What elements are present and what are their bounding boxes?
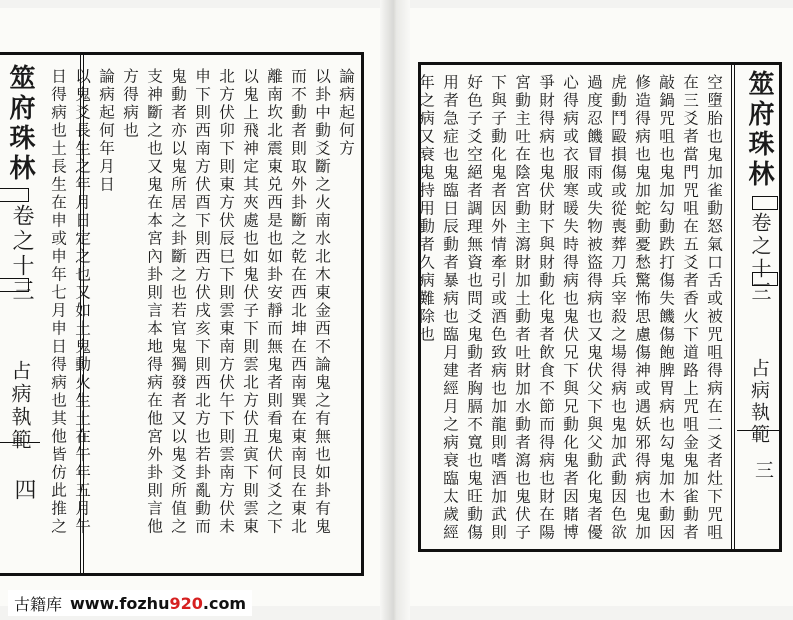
text-column: 方得病也 (121, 68, 139, 140)
text-column: 北方伏卯下則東方伏辰巳下則雲東南方伏午下則雲南方伏未 (217, 68, 235, 536)
text-column: 敲鍋咒咀也鬼加勾動跌打傷失饑傷飽脾胃病也勾鬼加木動因 (657, 74, 675, 542)
text-column: 而不動者則取外卦斷之乾在西北坤在西南巽在東南艮在東北 (289, 68, 307, 536)
left-book-title: 筮府珠林 (5, 64, 35, 184)
text-column: 以鬼爻長生之年月日定之也又如土鬼動火生土在午年五月午 (73, 68, 91, 536)
text-column: 以卦中動爻斷之火南水北木東金西不論鬼之有無也如卦有鬼 (313, 68, 331, 536)
watermark-url-number: 920 (169, 593, 203, 613)
left-page-number: 四 (11, 478, 36, 503)
text-column: 空墮胎也鬼加雀動怒氣口舌或被咒咀得病在二爻者灶下咒咀 (705, 74, 723, 542)
right-volume-label: 卷之十三 (748, 212, 772, 304)
left-section-label: 占病執範 (8, 360, 32, 452)
right-section-label: 占病執範 (748, 358, 770, 446)
right-book-title: 筮府珠林 (744, 70, 774, 190)
right-block-rule-2 (734, 65, 735, 549)
text-column: 爭財得病也鬼伏財下與財動化鬼者飲食不節而得病也財在陽 (537, 74, 555, 542)
text-column: 日得病也土長生在申或申年七月申日得病也其他皆仿此推之 (49, 68, 67, 536)
watermark-url-prefix: www.fozhu (70, 593, 170, 613)
text-column: 過度忍饑冒雨或失物被盜得病也又鬼伏父下與父動化鬼者優 (585, 74, 603, 542)
text-column: 好色子爻空絕者調理無資也問爻鬼動者胸膈不寬也鬼旺動傷 (465, 74, 483, 542)
text-column: 心得病或衣服寒暖失時得病也鬼伏兄下與兄動化鬼者因賭博 (561, 74, 579, 542)
left-volume-label: 卷之十三 (9, 204, 34, 304)
right-page-number: 三 (752, 460, 774, 482)
text-column: 修造得病也鬼加蛇動憂愁驚怖思慮傷神或遇妖邪得病也鬼加 (633, 74, 651, 542)
text-column: 宮動主吐在陰宮動主瀉財加土動者吐財加水動者瀉也鬼伏子 (513, 74, 531, 542)
text-column: 年之病又衰鬼持用動者久病難除也 (417, 74, 435, 344)
text-column: 鬼動者亦以鬼所居之卦斷之也若官鬼獨發者又以鬼爻所值之 (169, 68, 187, 536)
text-column: 虎動鬥毆損傷或從喪葬刀兵宰殺之場得病也鬼加武動因色欲 (609, 74, 627, 542)
text-column: 以鬼上飛神定其夾處也如鬼伏子下則雲北方伏丑寅下則雲東 (241, 68, 259, 536)
book-gutter (380, 0, 410, 620)
right-block-rule (731, 65, 732, 549)
text-column: 論病起何年月日 (97, 68, 115, 194)
watermark-url-suffix: .com (202, 593, 247, 613)
left-fishtail-top (0, 188, 29, 202)
right-fishtail-top (752, 196, 778, 210)
text-column: 用者急症也鬼臨日辰動者暴病也臨月建經月之病衰臨太歲經 (441, 74, 459, 542)
text-column: 論病起何方 (337, 68, 355, 158)
text-column: 申下則西南方伏酉下則西方伏戌亥下則西北方也若卦亂動而 (193, 68, 211, 536)
text-column: 在三爻者當門咒咀在五爻者香火下道路上咒咀金鬼加雀動者 (681, 74, 699, 542)
text-column: 下與子動化鬼者因外情牽引或酒色致病也加龍則嗜酒加武則 (489, 74, 507, 542)
watermark-label: 古籍库 (14, 594, 63, 614)
watermark-url (70, 594, 246, 613)
site-watermark (8, 590, 252, 616)
text-column: 支神斷之也又鬼在本宮內卦則言本地得病在他宮外卦則言他 (145, 68, 163, 536)
text-column: 離南坎北震東兑西是也如卦安靜而無鬼者則看鬼伏何爻之下 (265, 68, 283, 536)
